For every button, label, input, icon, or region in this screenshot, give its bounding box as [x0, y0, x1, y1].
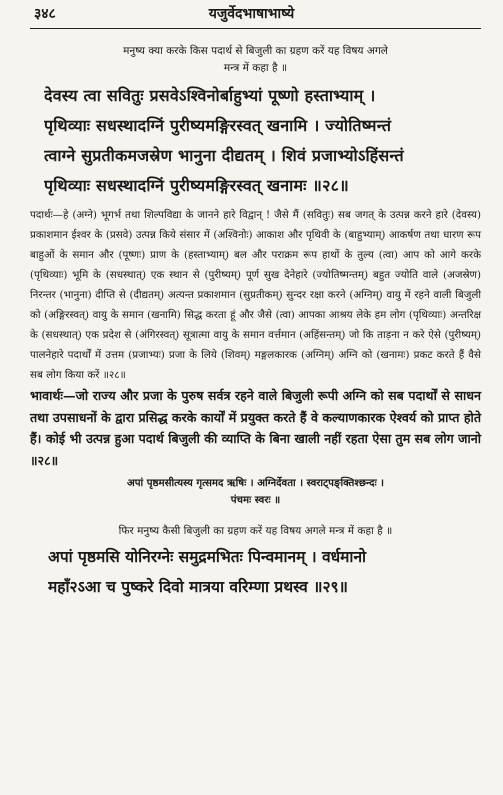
- intro-line: मन्त्र में कहा है ॥: [223, 62, 288, 74]
- intro-text: [30, 43, 481, 77]
- bhavartha-paragraph: भावार्थः—जो राज्य और प्रजा के पुरुष सर्वत्र रहने वाले बिजुली रूपी अग्नि को सब पदार्थों से साधन तथा उपसाधनों के द्वारा प्रसिद्ध करके कार्यों में प्रयुक्त करते हैं वे कल्याणकारक ऐश्वर्य को प्राप्त होते हैं। कोई भी उत्पन्न हुआ पदार्थ बिजुली की व्याप्ति के बिना खाली नहीं रहता ऐसा तुम सब लोग जानो ॥२८॥: [30, 388, 481, 468]
- page-header: [30, 4, 481, 28]
- rishi-devata-line: [30, 475, 481, 509]
- mantra-verse: [30, 81, 481, 201]
- page-number: ३४८: [34, 6, 56, 22]
- running-title: यजुर्वेदभाषाभाष्ये: [208, 6, 295, 22]
- rishi-line: पंचमः स्वरः ॥: [230, 494, 281, 506]
- mantra-line: महाँ२ऽआ च पुष्करे दिवो मात्रया वरिम्णा प्रथस्व ॥२९॥: [48, 577, 348, 596]
- mantra-line: त्वाग्ने सुप्रतीकमजस्रेण भानुना दीद्यतम् । शिवं प्रजाभ्योऽहिंसन्तं: [44, 146, 404, 165]
- intro-line: मनुष्य क्या करके किस पदार्थ से बिजुली का ग्रहण करें यह विषय अगले: [123, 45, 388, 57]
- mantra-verse-next: [30, 542, 481, 602]
- mantra-line: देवस्य त्वा सवितुः प्रसवेऽश्विनोर्बाहुभ्यां पूष्णो हस्ताभ्याम् ।: [44, 86, 376, 105]
- next-intro-text: फिर मनुष्य कैसी बिजुली का ग्रहण करें यह विषय अगले मन्त्र में कहा है ॥: [118, 525, 393, 537]
- padartha-paragraph: पदार्थः—हे (अग्ने) भूगर्भ तथा शिल्पविद्या के जानने हारे विद्वान् ! जैसे मैं (सवितुः) सब जगत् के उत्पन्न करने हारे (देवस्य) प्रकाशमान ईश्वर के (प्रसवे) उत्पन्न किये संसार में (अश्विनोः) आकाश और पृथिवी के (बाहुभ्याम्) आकर्षण तथा धारण रूप बाहुओं के समान और (पूष्णः) प्राण के (हस्ताभ्याम्) बल और पराक्रम रूप हाथों के तुल्य (त्वा) आप को आगे करके (पृथिव्याः) भूमि के (सधस्थात्) एक स्थान से (पुरीष्यम्) पूर्ण सुख देनेहारे (ज्योतिष्मन्तम्) बहुत ज्योति वाले (अजस्रेण) निरन्तर (भानुना) दीप्ति से (दीद्यतम्) अत्यन्त प्रकाशमान (सुप्रतीकम्) सुन्दर रक्षा करने (अग्निम्) वायु में रहने वाली बिजुली को (अङ्गिरस्वत्) वायु के समान (खनामि) सिद्ध करता हूं और जैसे (त्वा) आपका आश्रय लेके हम लोग (पृथिव्याः) अन्तरिक्ष के (सधस्थात्) एक प्रदेश से (अंगिरस्वत्) सूत्रात्मा वायु के समान वर्त्तमान (अहिंसन्तम्) जो कि ताड़ना न करे ऐसे (पुरीष्यम्) पालनेहारे पदार्थों में उत्तम (प्रजाभ्यः) प्रजा के लिये (शिवम्) मङ्गलकारक (अग्निम्) अग्नि को (खनामः) प्रकट करते हैं वैसे सब लोग किया करें ॥२८॥: [30, 209, 481, 381]
- header-rule: [30, 28, 481, 29]
- rishi-line: अपां पृष्ठमसीत्यस्य गृत्समद ऋषिः । अग्निर्देवता । स्वराट्पङ्क्तिश्छन्दः ।: [126, 477, 385, 489]
- mantra-line: अपां पृष्ठमसि योनिरग्नेः समुद्रमभितः पिन्वमानम् । वर्धमानो: [48, 547, 367, 566]
- mantra-line: पृथिव्याः सधस्थादग्निं पुरीष्यमङ्गिरस्वत् खनामि । ज्योतिष्मन्तं: [44, 116, 392, 135]
- mantra-line: पृथिव्याः सधस्थादग्निं पुरीष्यमङ्गिरस्वत् खनामः ॥२८॥: [44, 176, 349, 195]
